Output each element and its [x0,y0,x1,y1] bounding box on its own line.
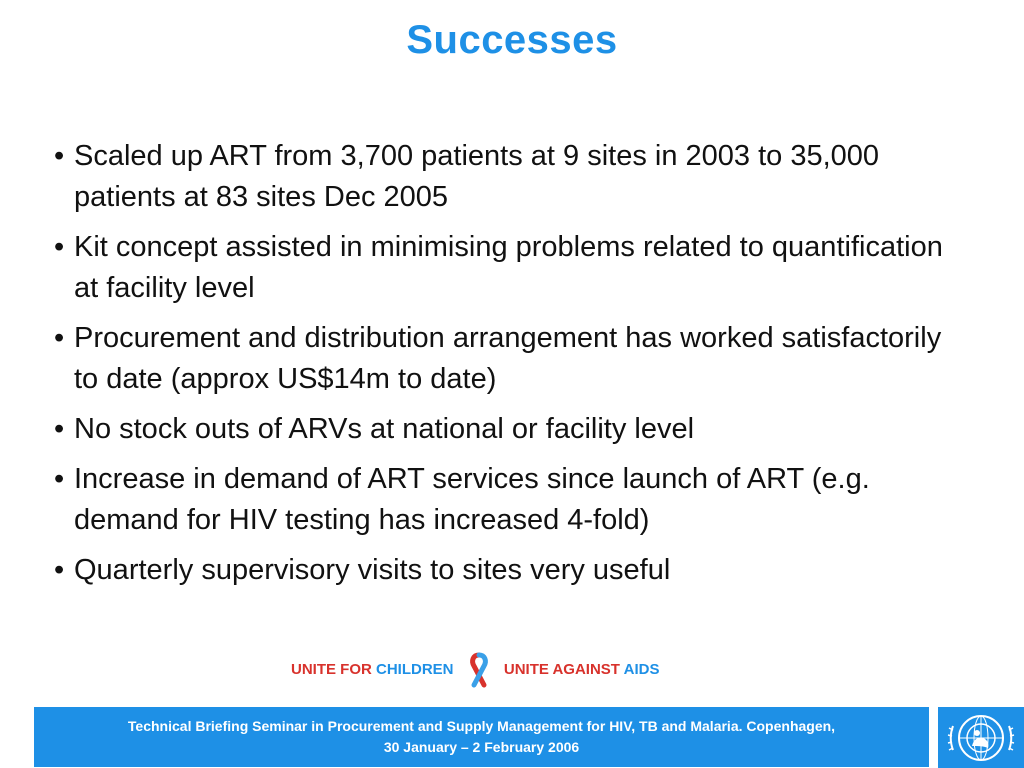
bullet-item [52,409,952,450]
unicef-emblem-icon [941,712,1021,764]
bullet-marker: • [54,463,65,495]
tagline-children: CHILDREN [376,661,454,678]
bullet-text: Procurement and distribution arrangement has worked satisfactorily to date (approx US$14m to date) [74,322,942,395]
footer-line-2: 30 January – 2 February 2006 [383,739,580,755]
bullet-marker: • [54,231,65,263]
bullet-text: Kit concept assisted in minimising problems related to quantification at facility level [74,231,943,304]
bullet-marker: • [54,140,65,172]
bullet-item [52,459,952,541]
slide-title: Successes [406,18,618,62]
tagline-unite-against: UNITE AGAINST [503,661,620,678]
unite-tagline [291,650,731,690]
footer-text [42,716,922,758]
tagline-aids: AIDS [623,661,660,678]
bullet-item [52,136,952,218]
bullet-item [52,227,952,309]
bullet-marker: • [54,322,65,354]
tagline-unite-for: UNITE FOR [291,661,372,678]
logo-box [938,707,1024,768]
bullet-text: No stock outs of ARVs at national or facility level [74,413,695,445]
bullet-text: Quarterly supervisory visits to sites very useful [74,554,671,586]
bullet-text: Increase in demand of ART services since launch of ART (e.g. demand for HIV testing has increased 4-fold) [74,463,870,536]
bullet-marker: • [54,554,65,586]
footer-line-1: Technical Briefing Seminar in Procurement and Supply Management for HIV, TB and Malaria. Copenhagen, [127,718,836,734]
bullet-item [52,318,952,400]
aids-ribbon-icon [462,651,496,689]
bullet-list [52,136,952,600]
bullet-text: Scaled up ART from 3,700 patients at 9 sites in 2003 to 35,000 patients at 83 sites Dec 2005 [74,140,880,213]
footer-bar [34,707,929,767]
bullet-item [52,550,952,591]
bullet-marker: • [54,413,65,445]
